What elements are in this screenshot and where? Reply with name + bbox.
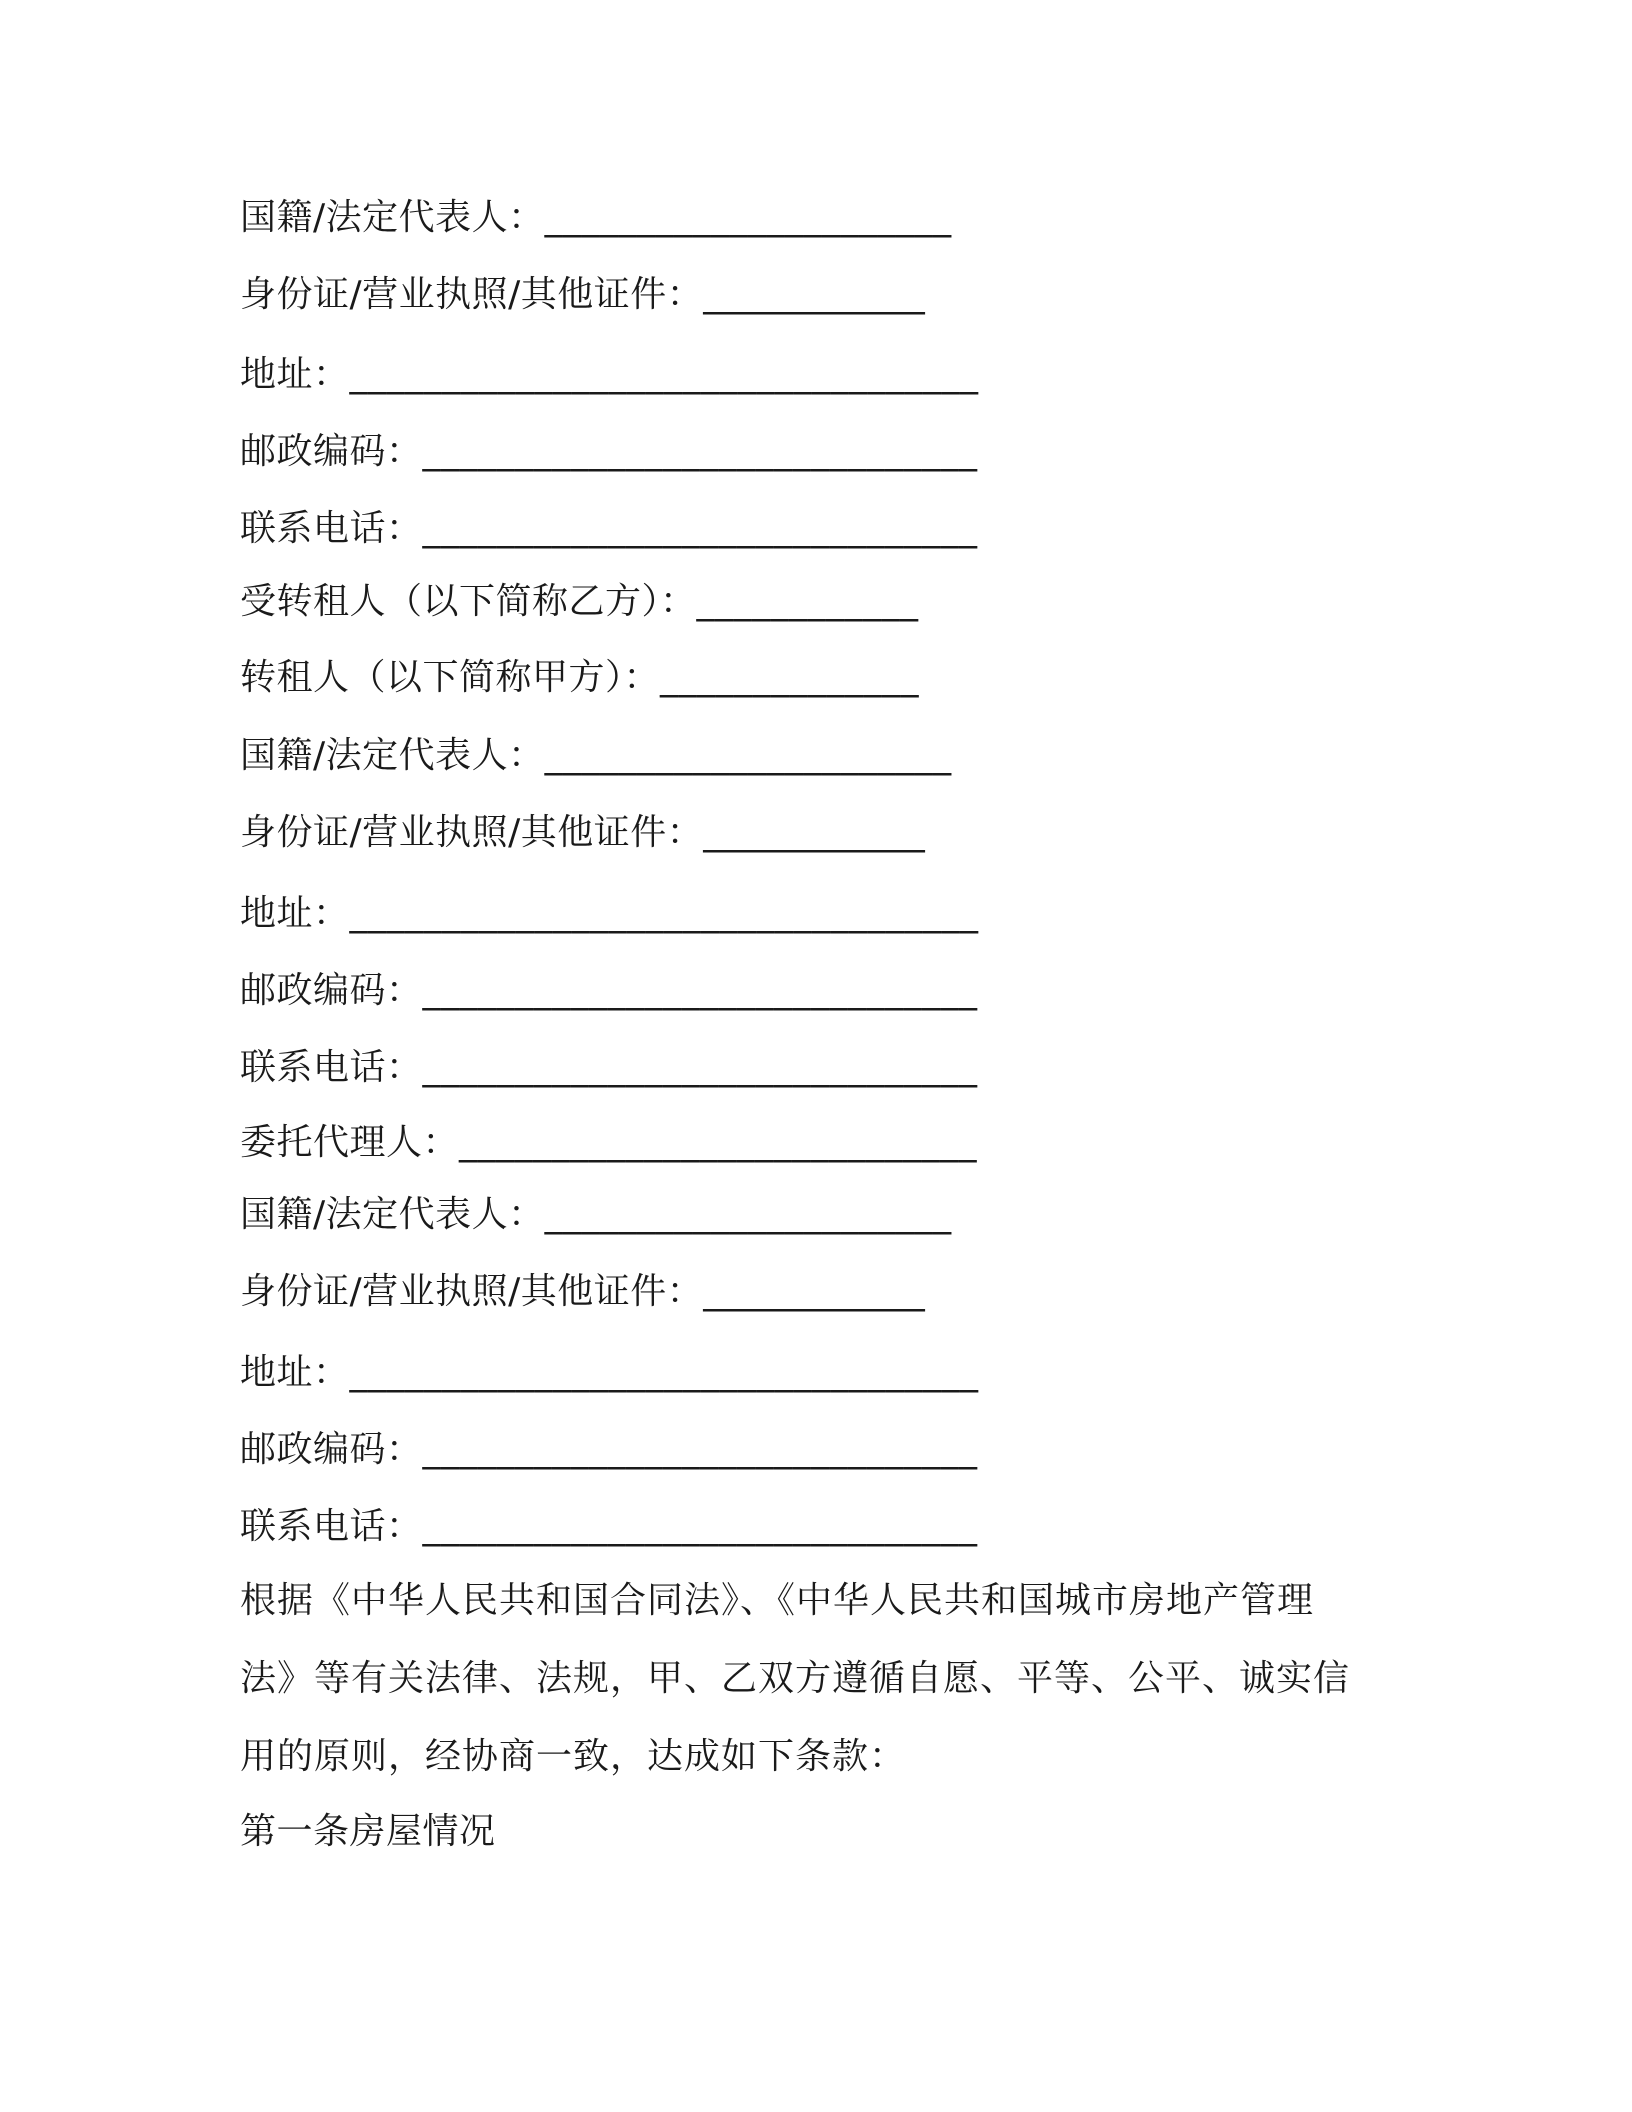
address-field: 地址：__________________________________ bbox=[240, 1352, 979, 1393]
nationality-legal-rep-field: 国籍/法定代表人：______________________ bbox=[240, 1194, 952, 1235]
id-license-field: 身份证/营业执照/其他证件：____________ bbox=[240, 1271, 926, 1312]
postal-code-field: 邮政编码：______________________________ bbox=[240, 970, 978, 1011]
phone-field: 联系电话：______________________________ bbox=[240, 1047, 978, 1088]
postal-code-field: 邮政编码：______________________________ bbox=[240, 431, 978, 472]
phone-field: 联系电话：______________________________ bbox=[240, 1506, 978, 1547]
nationality-legal-rep-field: 国籍/法定代表人：______________________ bbox=[240, 735, 952, 776]
article-heading: 第一条房屋情况 bbox=[240, 1811, 496, 1852]
address-field: 地址：__________________________________ bbox=[240, 893, 979, 934]
id-license-field: 身份证/营业执照/其他证件：____________ bbox=[240, 274, 926, 315]
nationality-legal-rep-field: 国籍/法定代表人：______________________ bbox=[240, 197, 952, 238]
id-license-field: 身份证/营业执照/其他证件：____________ bbox=[240, 812, 926, 853]
phone-field: 联系电话：______________________________ bbox=[240, 508, 978, 549]
sublessor-party-a-field: 转租人（以下简称甲方）：______________ bbox=[240, 657, 920, 698]
address-field: 地址：__________________________________ bbox=[240, 354, 979, 395]
agent-field: 委托代理人：____________________________ bbox=[240, 1122, 978, 1163]
preamble-paragraph: 根据《中华人民共和国合同法》、《中华人民共和国城市房地产管理法》等有关法律、法规，甲、乙双方遵循自愿、平等、公平、诚实信用的原则，经协商一致，达成如下条款： bbox=[240, 1580, 1351, 1777]
sublessee-party-b-field: 受转租人（以下简称乙方）：____________ bbox=[240, 581, 919, 622]
postal-code-field: 邮政编码：______________________________ bbox=[240, 1429, 978, 1470]
